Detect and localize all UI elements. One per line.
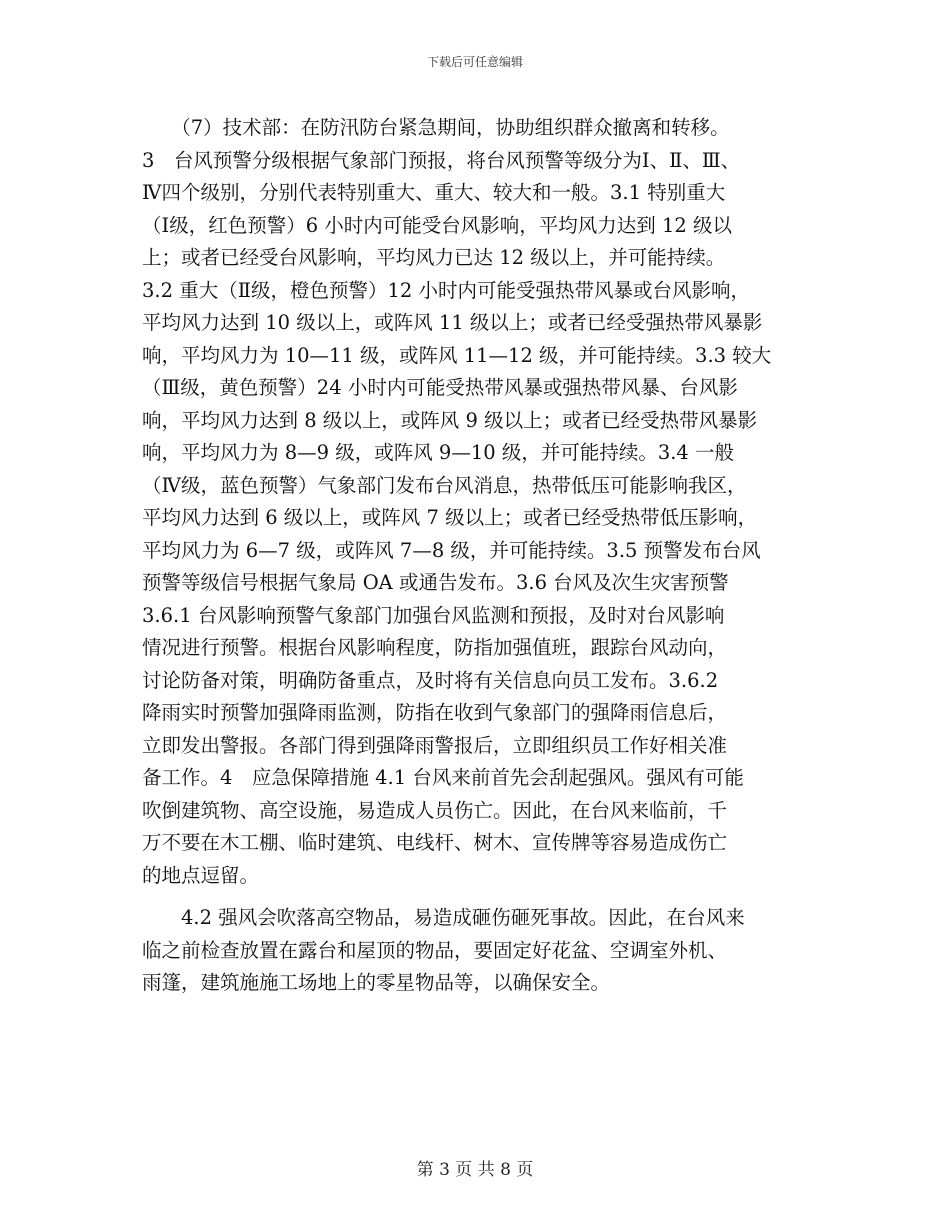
text-line: 3.6.1 台风影响预警气象部门加强台风监测和预报，及时对台风影响 [142, 603, 725, 627]
text-line: 3.2 重大（Ⅱ级，橙色预警）12 小时内可能受强热带风暴或台风影响， [142, 278, 750, 302]
text-line: 上；或者已经受台风影响，平均风力已达 12 级以上，并可能持续。 [142, 246, 726, 269]
text-line: （Ⅰ级，红色预警）6 小时内可能受台风影响，平均风力达到 12 级以 [142, 213, 733, 237]
text-line: 情况进行预警。根据台风影响程度，防指加强值班，跟踪台风动向， [142, 636, 728, 659]
text-line: （Ⅳ级，蓝色预警）气象部门发布台风消息，热带低压可能影响我区， [142, 473, 747, 497]
paragraph-2 [142, 902, 814, 1000]
text-line: Ⅳ四个级别，分别代表特别重大、重大、较大和一般。3.1 特别重大 [142, 181, 726, 204]
text-line: 讨论防备对策，明确防备重点，及时将有关信息向员工发布。3.6.2 [142, 668, 719, 692]
text-line: 立即发出警报。各部门得到强降雨警报后，立即组织员工作好相关准 [142, 733, 728, 757]
text-line: 吹倒建筑物、高空设施，易造成人员伤亡。因此，在台风来临前，千 [142, 798, 728, 822]
text-line: 平均风力达到 10 级以上，或阵风 11 级以上；或者已经受强热带风暴影 [142, 311, 763, 334]
page-header: 下载后可任意编辑 [426, 55, 523, 69]
text-line: （Ⅲ级，黄色预警）24 小时内可能受热带风暴或强热带风暴、台风影 [142, 376, 738, 399]
text-line: 平均风力为 6—7 级，或阵风 7—8 级，并可能持续。3.5 预警发布台风 [142, 538, 761, 562]
text-line: 平均风力达到 6 级以上，或阵风 7 级以上；或者已经受热带低压影响， [142, 506, 758, 529]
text-line: 预警等级信号根据气象局 OA 或通告发布。3.6 台风及次生灾害预警 [142, 571, 729, 594]
text-line: 3 台风预警分级根据气象部门预报，将台风预警等级分为Ⅰ、Ⅱ、Ⅲ、 [142, 148, 741, 172]
text-line: 备工作。4 应急保障措施 4.1 台风来前首先会刮起强风。强风有可能 [142, 766, 744, 789]
paragraph-spacer [142, 892, 814, 902]
text-line: 4.2 强风会吹落高空物品，易造成砸伤砸死事故。因此，在台风来 [142, 906, 745, 929]
text-line: 响，平均风力为 8—9 级，或阵风 9—10 级，并可能持续。3.4 一般 [142, 441, 735, 464]
text-line: 万不要在木工棚、临时建筑、电线杆、树木、宣传牌等容易造成伤亡 [142, 831, 728, 854]
text-line: 临之前检查放置在露台和屋顶的物品，要固定好花盆、空调室外机、 [142, 938, 728, 962]
text-line: （7）技术部：在防汛防台紧急期间，协助组织群众撤离和转移。 [142, 116, 730, 139]
text-line: 响，平均风力达到 8 级以上，或阵风 9 级以上；或者已经受热带风暴影 [142, 408, 758, 432]
text-line: 降雨实时预警加强降雨监测，防指在收到气象部门的强降雨信息后， [142, 701, 728, 724]
text-line: 响，平均风力为 10—11 级，或阵风 11—12 级，并可能持续。3.3 较大 [142, 343, 772, 367]
paragraph-1 [142, 112, 814, 892]
document-body [142, 112, 814, 1000]
text-line: 的地点逗留。 [142, 863, 260, 887]
page-footer: 第 3 页 共 8 页 [416, 1160, 534, 1180]
text-line: 雨篷，建筑施施工场地上的零星物品等，以确保安全。 [142, 971, 611, 994]
